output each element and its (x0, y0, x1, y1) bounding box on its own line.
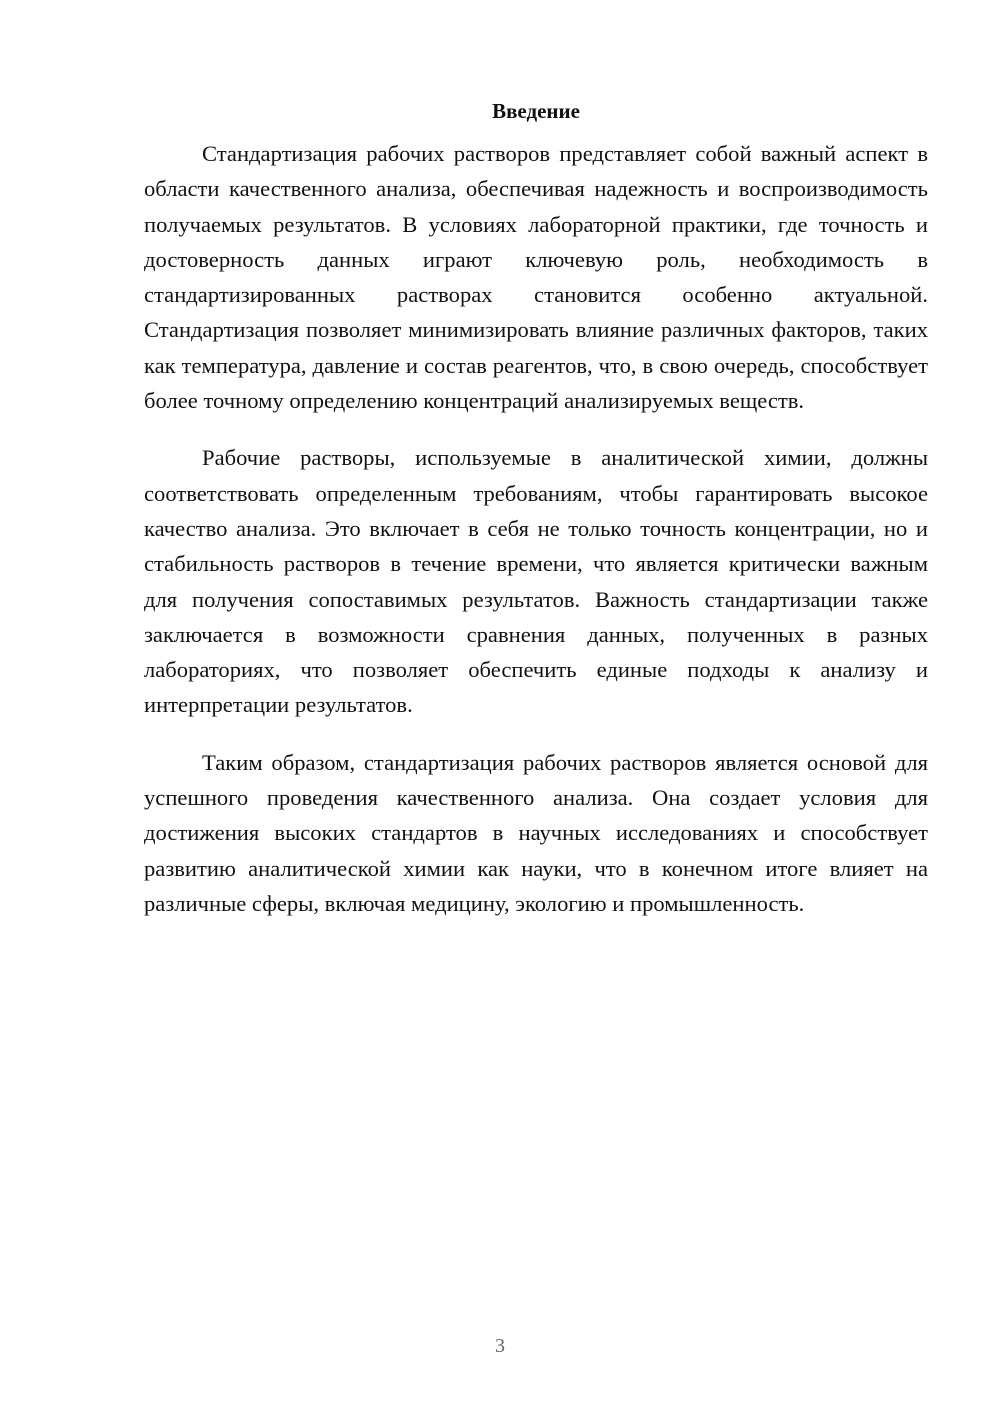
section-title: Введение (492, 99, 580, 123)
paragraph-2: Рабочие растворы, используемые в аналитической химии, должны соответствовать определенным требованиям, чтобы гарантировать высокое качество анализа. Это включает в себя не только точность концентрации, но и стабильность растворов в течение времени, что является критически важным для получения сопоставимых результатов. Важность стандартизации также заключается в возможности сравнения данных, полученных в разных лабораториях, что позволяет обеспечить единые подходы к анализу и интерпретации результатов. (144, 445, 928, 718)
page-number: 3 (495, 1335, 505, 1357)
paragraph-3: Таким образом, стандартизация рабочих растворов является основой для успешного проведения качественного анализа. Она создает условия для достижения высоких стандартов в научных исследованиях и способствует развитию аналитической химии как науки, что в конечном итоге влияет на различные сферы, включая медицину, экологию и промышленность. (144, 749, 928, 916)
document-content (144, 96, 928, 943)
paragraph-1: Стандартизация рабочих растворов представляет собой важный аспект в области качественного анализа, обеспечивая надежность и воспроизводимость получаемых результатов. В условиях лабораторной практики, где точность и достоверность данных играют ключевую роль, необходимость в стандартизированных растворах становится особенно актуальной. Стандартизация позволяет минимизировать влияние различных факторов, таких как температура, давление и состав реагентов, что, в свою очередь, способствует более точному определению концентраций анализируемых веществ. (144, 141, 928, 414)
